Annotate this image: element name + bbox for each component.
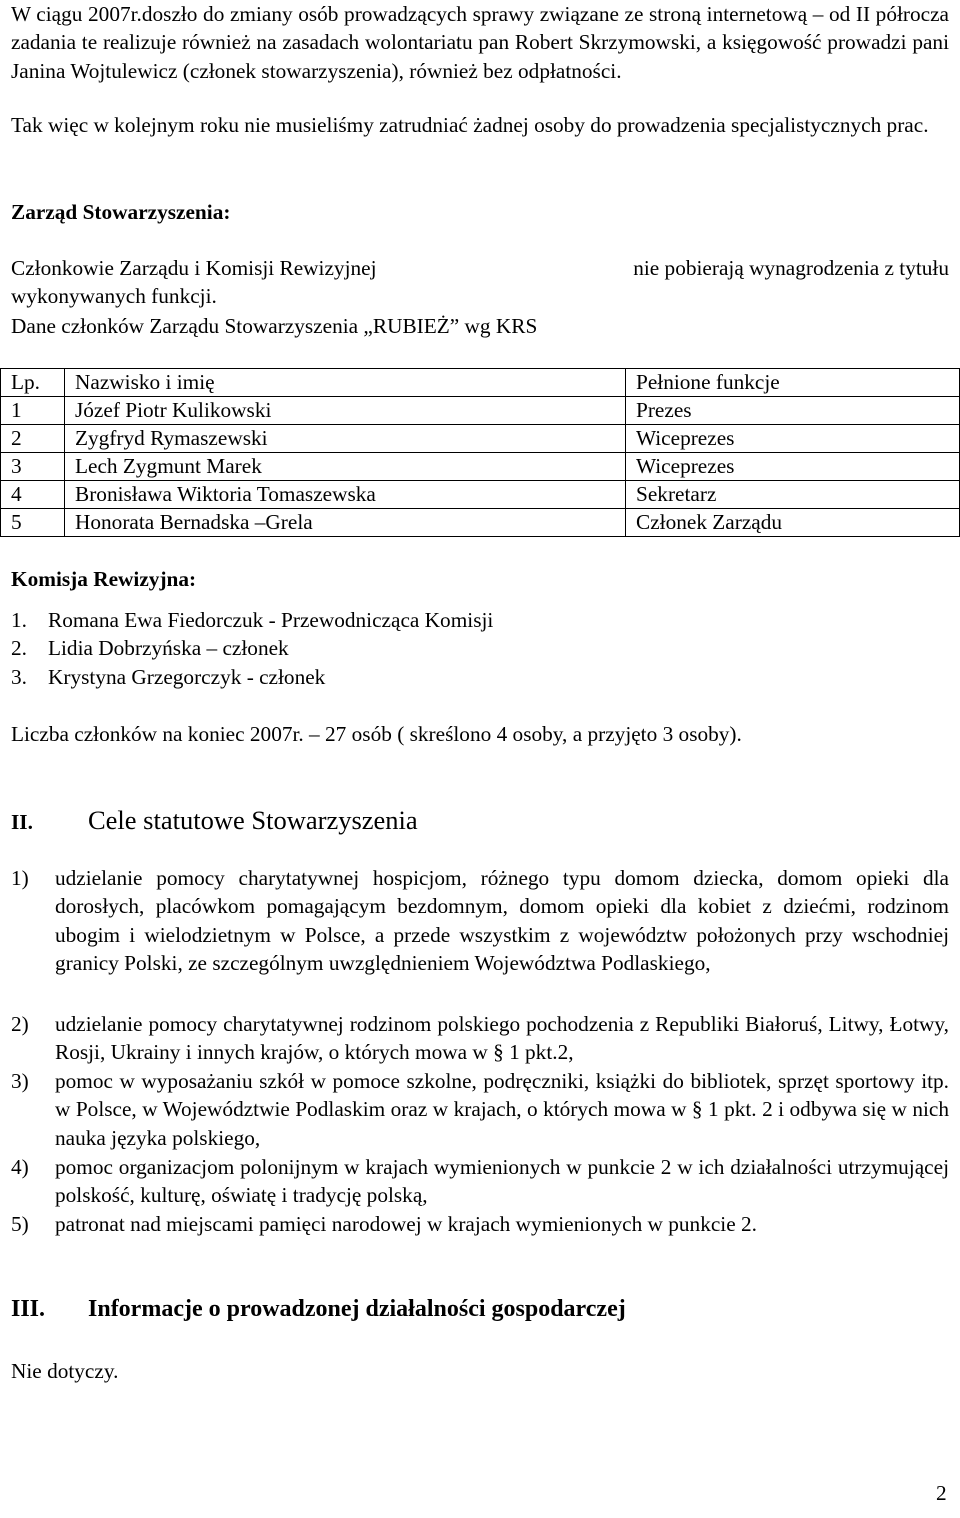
cell-lp: 2	[1, 425, 65, 453]
cell-name: Zygfryd Rymaszewski	[65, 425, 626, 453]
list-item: 3. Krystyna Grzegorczyk - członek	[11, 664, 326, 689]
table-row	[1, 453, 960, 481]
cell-function: Prezes	[626, 397, 960, 425]
list-item: 2. Lidia Dobrzyńska – członek	[11, 636, 289, 661]
section-3-body: Nie dotyczy.	[11, 1359, 119, 1383]
komisja-list	[11, 606, 493, 691]
header-function: Pełnione funkcje	[626, 369, 960, 397]
zarzad-statement-left: Członkowie Zarządu i Komisji Rewizyjnej	[11, 256, 377, 280]
cell-name: Bronisława Wiktoria Tomaszewska	[65, 481, 626, 509]
list-item: 1. Romana Ewa Fiedorczuk - Przewodnicząca Komisji	[11, 608, 494, 632]
zarzad-statement-line2: wykonywanych funkcji.	[11, 284, 217, 309]
zarzad-statement	[11, 254, 949, 311]
komisja-heading: Komisja Rewizyjna:	[11, 567, 197, 591]
cell-function: Sekretarz	[626, 481, 960, 509]
member-count-line: Liczba członków na koniec 2007r. – 27 osób ( skreślono 4 osoby, a przyjęto 3 osoby).	[11, 722, 742, 746]
intro-text-1: W ciągu 2007r.doszło do zmiany osób prowadzących sprawy związane ze stroną internetową – od II półrocza zadania te realizuje również na zasadach wolontariatu pan Robert Skrzymowski, a księgowość prowadzi pani Janina Wojtulewicz (członek stowarzyszenia), również bez odpłatności.	[11, 2, 949, 83]
intro-text-2: Tak więc w kolejnym roku nie musieliśmy zatrudniać żadnej osoby do prowadzenia specjalistycznych prac.	[11, 113, 929, 137]
intro-paragraph-2	[11, 111, 949, 139]
cell-name: Józef Piotr Kulikowski	[65, 397, 626, 425]
cell-lp: 5	[1, 509, 65, 537]
table-header-row	[1, 369, 960, 397]
list-item: 5) patronat nad miejscami pamięci narodowej w krajach wymienionych w punkcie 2.	[11, 1212, 757, 1236]
cell-function: Członek Zarządu	[626, 509, 960, 537]
table-row	[1, 509, 960, 537]
intro-paragraph-1	[11, 0, 949, 85]
table-row	[1, 425, 960, 453]
goals-list	[11, 864, 949, 1238]
page-number: 2	[936, 1481, 947, 1505]
cell-name: Lech Zygmunt Marek	[65, 453, 626, 481]
list-item: 4) pomoc organizacjom polonijnym w krajach wymienionych w punkcie 2 w ich działalności utrzymującej polskość, kulturę, oświatę i tradycję polską,	[11, 1155, 949, 1208]
cell-lp: 3	[1, 453, 65, 481]
list-item: 3) pomoc w wyposażaniu szkół w pomoce szkolne, podręczniki, książki do bibliotek, sprzęt sportowy itp. w Polsce, w Województwie Podlaskim oraz w krajach, o których mowa w § 1 pkt. 2 i odbywa się w nich nauka języka polskiego,	[11, 1069, 949, 1150]
zarzad-heading: Zarząd Stowarzyszenia:	[11, 200, 231, 224]
cell-name: Honorata Bernadska –Grela	[65, 509, 626, 537]
members-table	[0, 368, 960, 537]
cell-function: Wiceprezes	[626, 425, 960, 453]
header-name: Nazwisko i imię	[65, 369, 626, 397]
header-lp: Lp.	[1, 369, 65, 397]
table-row	[1, 397, 960, 425]
cell-lp: 4	[1, 481, 65, 509]
section-2-heading: II. Cele statutowe Stowarzyszenia	[11, 805, 418, 835]
zarzad-statement-right: nie pobierają wynagrodzenia z tytułu	[633, 256, 949, 280]
cell-function: Wiceprezes	[626, 453, 960, 481]
zarzad-krs-line: Dane członków Zarządu Stowarzyszenia „RUBIEŻ” wg KRS	[11, 314, 538, 338]
section-3-heading: III. Informacje o prowadzonej działalności gospodarczej	[11, 1296, 626, 1322]
cell-lp: 1	[1, 397, 65, 425]
table-row	[1, 481, 960, 509]
list-item: 2) udzielanie pomocy charytatywnej rodzinom polskiego pochodzenia z Republiki Białoruś, Litwy, Łotwy, Rosji, Ukrainy i innych krajów, o których mowa w § 1 pkt.2,	[11, 1012, 949, 1065]
list-item: 1) udzielanie pomocy charytatywnej hospicjom, różnego typu domom dziecka, domom opieki dla dorosłych, placówkom pomagającym bezdomnym, domom opieki dla kobiet z dziećmi, rodzinom ubogim i wielodzietnym w Polsce, a przede wszystkim z województw położonych przy wschodniej granicy Polski, ze szczególnym uwzględnieniem Województwa Podlaskiego,	[11, 866, 949, 976]
